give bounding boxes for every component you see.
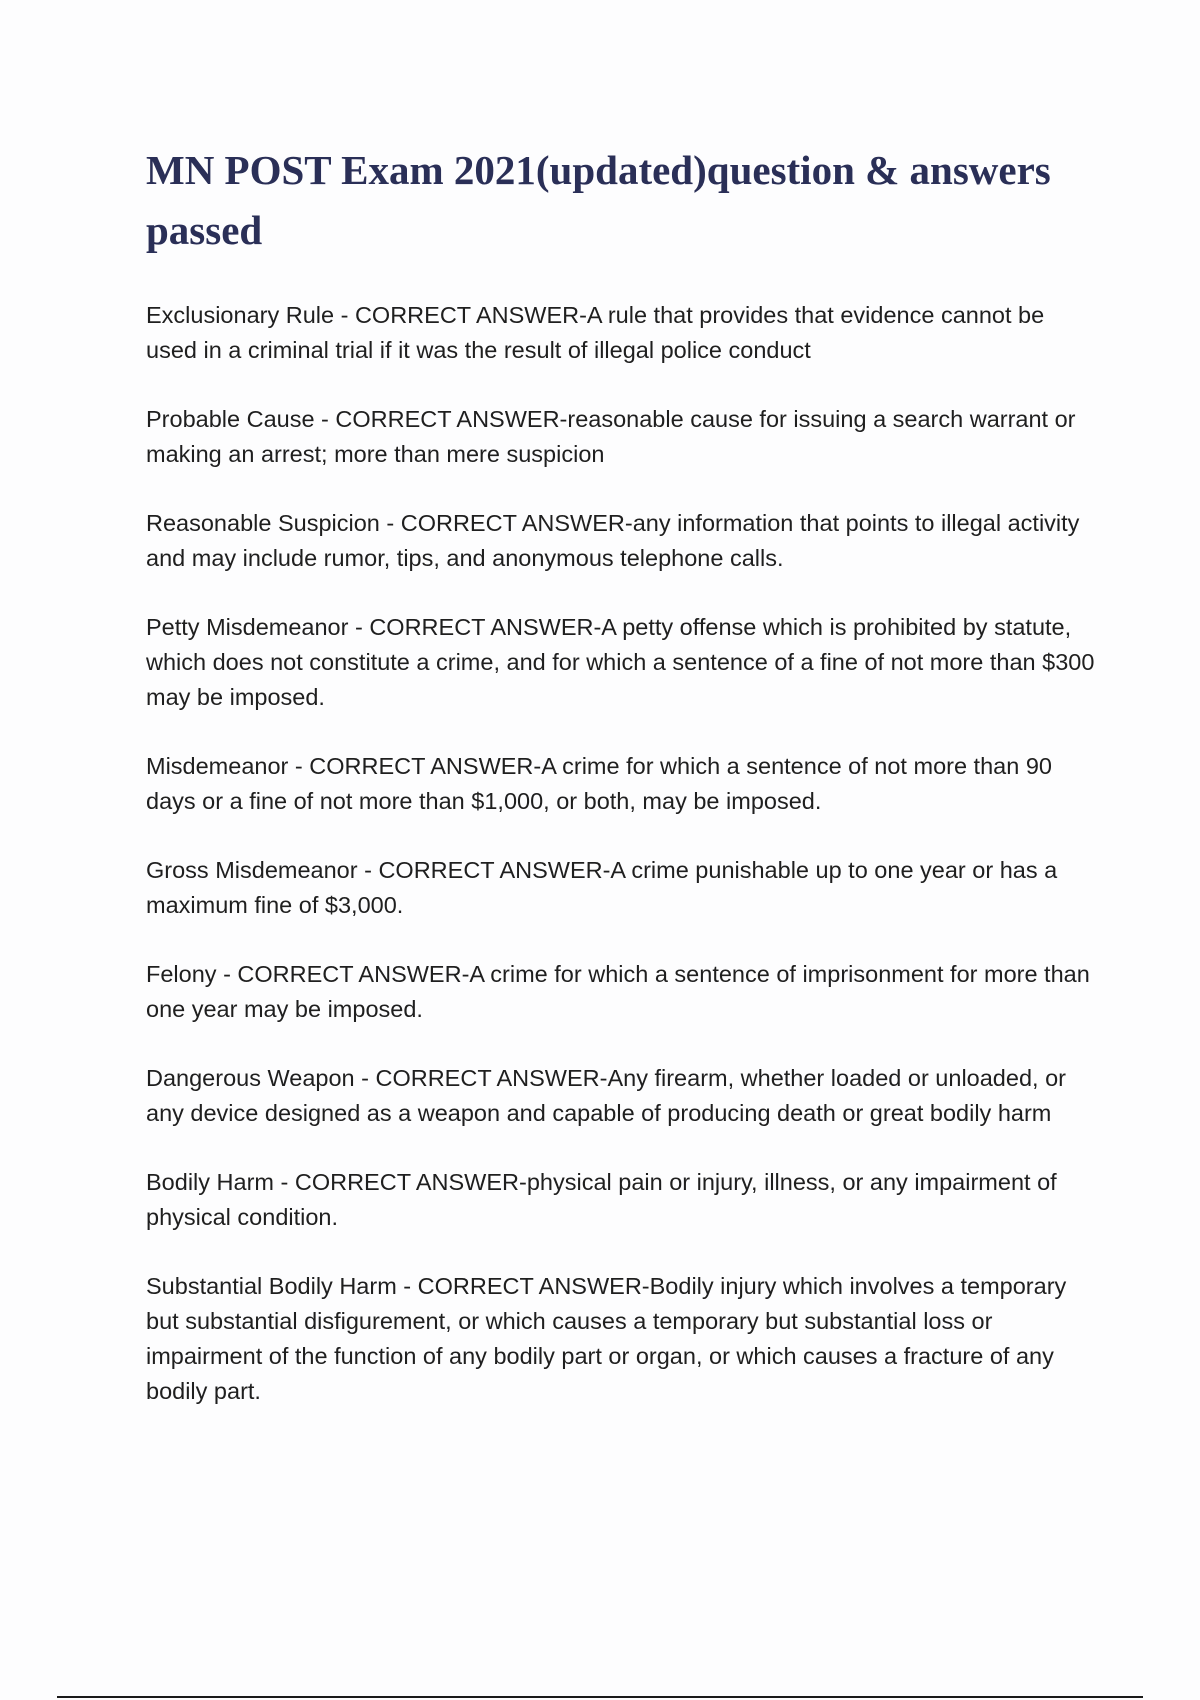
entry-gross-misdemeanor: Gross Misdemeanor - CORRECT ANSWER-A crime punishable up to one year or has a maximum fine of $3,000. <box>146 857 1058 918</box>
entry-misdemeanor: Misdemeanor - CORRECT ANSWER-A crime for which a sentence of not more than 90 days or a fine of not more than $1,000, or both, may be imposed. <box>146 753 1052 814</box>
footer-divider <box>57 1696 1143 1698</box>
entry-exclusionary-rule: Exclusionary Rule - CORRECT ANSWER-A rule that provides that evidence cannot be used in a criminal trial if it was the result of illegal police conduct <box>146 302 1045 363</box>
entry-dangerous-weapon: Dangerous Weapon - CORRECT ANSWER-Any firearm, whether loaded or unloaded, or any device designed as a weapon and capable of producing death or great bodily harm <box>146 1065 1066 1126</box>
document-title: MN POST Exam 2021(updated)question & answers passed <box>146 147 1051 253</box>
entry-substantial-bodily-harm: Substantial Bodily Harm - CORRECT ANSWER-Bodily injury which involves a temporary but substantial disfigurement, or which causes a temporary but substantial loss or impairment of the function of any bodily part or organ, or which causes a fracture of any bodily part. <box>146 1273 1067 1404</box>
document-content <box>146 140 1096 1443</box>
entry-reasonable-suspicion: Reasonable Suspicion - CORRECT ANSWER-any information that points to illegal activity and may include rumor, tips, and anonymous telephone calls. <box>146 510 1080 571</box>
entry-petty-misdemeanor: Petty Misdemeanor - CORRECT ANSWER-A petty offense which is prohibited by statute, which does not constitute a crime, and for which a sentence of a fine of not more than $300 may be imposed. <box>146 614 1095 710</box>
entry-probable-cause: Probable Cause - CORRECT ANSWER-reasonable cause for issuing a search warrant or making an arrest; more than mere suspicion <box>146 406 1076 467</box>
entry-felony: Felony - CORRECT ANSWER-A crime for which a sentence of imprisonment for more than one year may be imposed. <box>146 961 1090 1022</box>
entry-bodily-harm: Bodily Harm - CORRECT ANSWER-physical pain or injury, illness, or any impairment of physical condition. <box>146 1169 1057 1230</box>
